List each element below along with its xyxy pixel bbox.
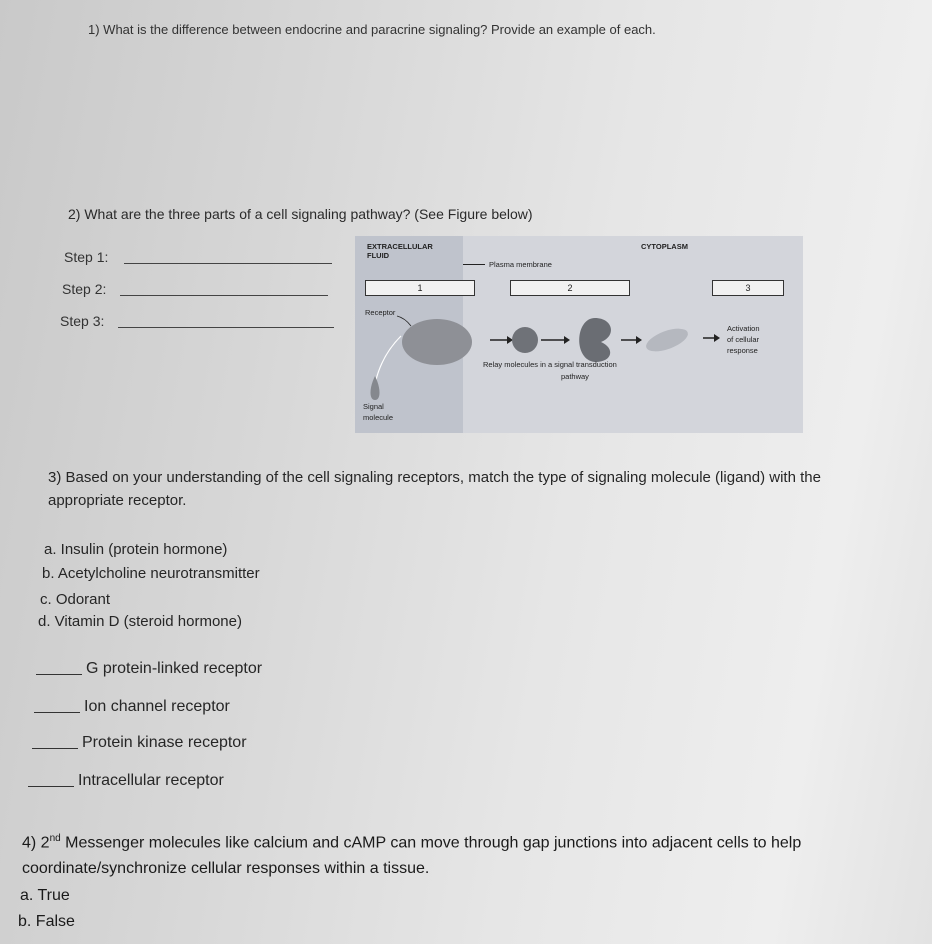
step-2-blank[interactable] bbox=[120, 295, 328, 296]
fluid-label: FLUID bbox=[367, 251, 390, 260]
box-3: 3 bbox=[712, 280, 784, 296]
receptor-label: Receptor bbox=[365, 308, 396, 317]
receptor-intracellular: Intracellular receptor bbox=[78, 772, 224, 789]
question-3: 3) Based on your understanding of the cell signaling receptors, match the type of signaling molecule (ligand) with the appropriate receptor. bbox=[48, 469, 821, 509]
step-3 bbox=[60, 313, 104, 329]
receptor-shape bbox=[402, 319, 472, 365]
option-b: b. Acetylcholine neurotransmitter bbox=[42, 565, 260, 582]
match-blank-4[interactable] bbox=[28, 786, 74, 787]
relay-molecule-2 bbox=[579, 318, 611, 362]
relay-label-2: pathway bbox=[561, 372, 589, 381]
match-blank-2[interactable] bbox=[34, 712, 80, 713]
match-row-intracellular bbox=[28, 772, 224, 790]
step-3-blank[interactable] bbox=[118, 327, 334, 328]
option-a: a. Insulin (protein hormone) bbox=[44, 541, 228, 558]
step-3-label: Step 3: bbox=[60, 313, 105, 329]
cytoplasm-label: CYTOPLASM bbox=[641, 242, 688, 251]
match-blank-3[interactable] bbox=[32, 748, 78, 749]
match-row-g-protein bbox=[36, 660, 262, 678]
question-1: 1) What is the difference between endocrine and paracrine signaling? Provide an example of each. bbox=[88, 22, 656, 37]
question-2: 2) What are the three parts of a cell signaling pathway? (See Figure below) bbox=[68, 206, 533, 222]
activation-label-2: of cellular bbox=[727, 335, 760, 344]
box-2: 2 bbox=[510, 280, 630, 296]
receptor-protein-kinase: Protein kinase receptor bbox=[82, 734, 247, 751]
relay-molecule-3 bbox=[643, 324, 691, 356]
relay-label-1: Relay molecules in a signal transduction bbox=[483, 360, 617, 369]
step-1 bbox=[64, 249, 108, 265]
relay-molecule-1 bbox=[512, 327, 538, 353]
step-2 bbox=[62, 281, 106, 297]
activation-label-3: response bbox=[727, 346, 758, 355]
extracellular-label: EXTRACELLULAR bbox=[367, 242, 433, 251]
option-c: c. Odorant bbox=[40, 591, 111, 608]
answer-false[interactable]: b. False bbox=[18, 913, 75, 930]
match-blank-1[interactable] bbox=[36, 674, 82, 675]
answer-true[interactable]: a. True bbox=[20, 887, 70, 904]
step-1-label: Step 1: bbox=[64, 249, 109, 265]
match-row-ion-channel bbox=[34, 698, 230, 716]
question-4: 4) 2nd Messenger molecules like calcium and cAMP can move through gap junctions into adjacent cells to help coordinate/synchronize cellular responses within a tissue. bbox=[22, 833, 802, 878]
receptor-ion-channel: Ion channel receptor bbox=[84, 698, 230, 715]
step-2-label: Step 2: bbox=[62, 281, 107, 297]
receptor-g-protein: G protein-linked receptor bbox=[86, 660, 263, 677]
match-row-protein-kinase bbox=[32, 734, 247, 752]
box-1: 1 bbox=[365, 280, 475, 296]
signal-molecule-shape bbox=[371, 376, 380, 400]
option-d: d. Vitamin D (steroid hormone) bbox=[38, 613, 242, 630]
signal-label-1: Signal bbox=[363, 402, 384, 411]
signaling-pathway-figure bbox=[355, 236, 803, 433]
plasma-membrane-label: Plasma membrane bbox=[489, 260, 552, 269]
activation-label-1: Activation bbox=[727, 324, 760, 333]
signal-label-2: molecule bbox=[363, 413, 394, 422]
step-1-blank[interactable] bbox=[124, 263, 332, 264]
